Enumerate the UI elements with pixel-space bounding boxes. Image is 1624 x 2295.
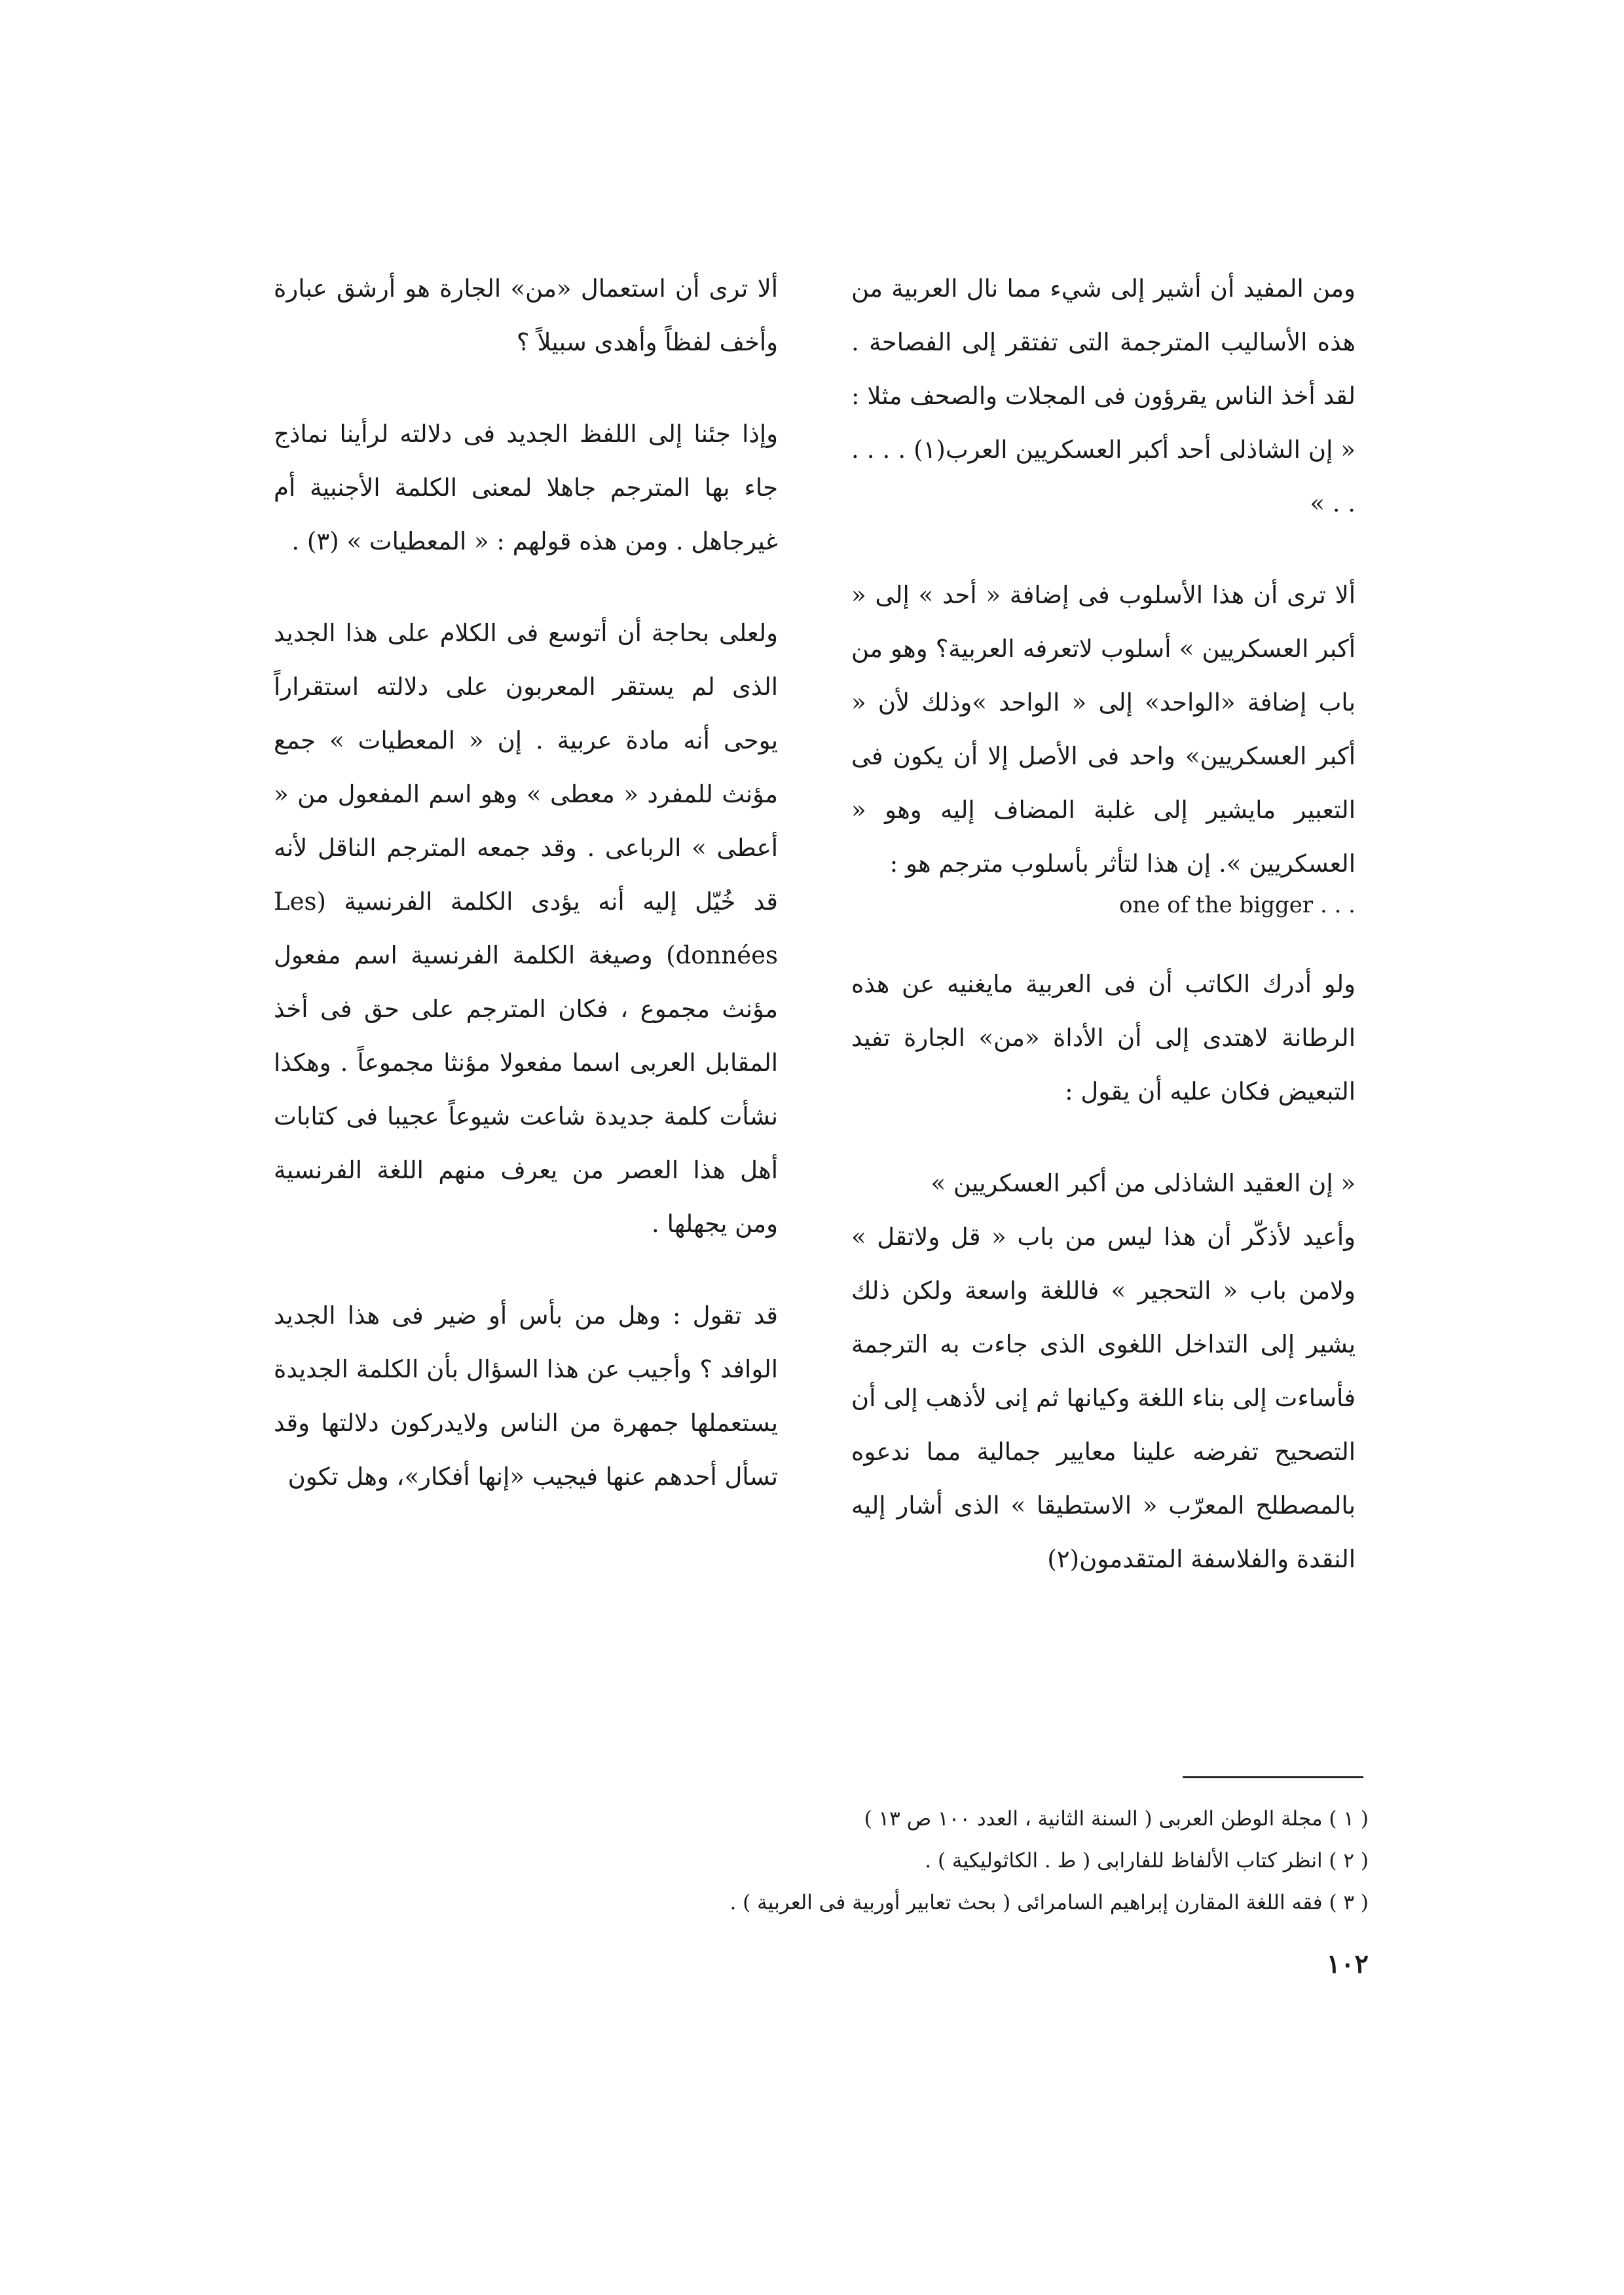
paragraph: ألا ترى أن هذا الأسلوب فى إضافة « أحد » إلى « أكبر العسكريين » أسلوب لاتعرفه العربية؟ وهو من باب إضافة «الواحد» إلى « الواحد »وذلك لأن « أكبر العسكريين» واحد فى الأصل إلا أن يكون فى التعبير مايشير إلى غلبة المضاف إليه وهو « العسكريين ». إن هذا لتأثر بأسلوب مترجم هو : xyxy=(851,581,1356,878)
paragraph: وإذا جئنا إلى اللفظ الجديد فى دلالته لرأينا نماذج جاء بها المترجم جاهلا لمعنى الكلمة الأجنبية أم غيرجاهل . ومن هذه قولهم : « المعطيات » (٣) . xyxy=(274,420,778,555)
paragraph: ولعلى بحاجة أن أتوسع فى الكلام على هذا الجديد الذى لم يستقر المعربون على دلالته استقراراً يوحى أنه مادة عربية . إن « المعطيات » جمع مؤنث للمفرد « معطى » وهو اسم المفعول من « أعطى » الرباعى . وقد جمعه المترجم الناقل لأنه قد خُيّل إليه أنه يؤدى الكلمة الفرنسية (Les données) وصيغة الكلمة الفرنسية اسم مفعول مؤنث مجموع ، فكان المترجم على حق فى أخذ المقابل العربى اسما مفعولا مؤنثا مجموعاً . وهكذا نشأت كلمة جديدة شاعت شيوعاً عجيبا فى كتابات أهل هذا العصر من يعرف منهم اللغة الفرنسية ومن يجهلها . xyxy=(274,619,778,1238)
left-column xyxy=(274,262,778,1542)
paragraph: وأعيد لأذكّر أن هذا ليس من باب « قل ولاتقل » ولامن باب « التحجير » فاللغة واسعة ولكن ذلك يشير إلى التداخل اللغوى الذى جاءت به الترجمة فأساءت إلى بناء اللغة وكيانها ثم إنى لأذهب إلى أن التصحيح تفرضه علينا معايير جمالية مما ندعوه بالمصطلح المعرّب « الاستطيقا » الذى أشار إليه النقدة والفلاسفة المتقدمون(٢) xyxy=(851,1223,1356,1573)
latin-phrase-text: one of the bigger . . . xyxy=(1118,892,1356,918)
footnote: ( ١ ) مجلة الوطن العربى ( السنة الثانية ، العدد ١٠٠ ص ١٣ ) xyxy=(864,1807,1369,1831)
paragraph: ومن المفيد أن أشير إلى شيء مما نال العربية من هذه الأساليب المترجمة التى تفتقر إلى الفصاحة . لقد أخذ الناس يقرؤون فى المجلات والصحف مثلا : « إن الشاذلى أحد أكبر العسكريين العرب(١) . . . . . . » xyxy=(851,274,1356,517)
footnote: ( ٢ ) انظر كتاب الألفاظ للفارابى ( ط . الكاثوليكية ) . xyxy=(925,1849,1369,1873)
page-number: ١٠٢ xyxy=(1326,1949,1369,1979)
latin-phrase xyxy=(851,886,1356,925)
quotation: « إن العقيد الشاذلى من أكبر العسكريين » xyxy=(931,1169,1356,1197)
paragraph: ألا ترى أن استعمال «من» الجارة هو أرشق عبارة وأخف لفظاً وأهدى سبيلاً ؟ xyxy=(274,274,778,356)
footnote: ( ٣ ) فقه اللغة المقارن إبراهيم السامرائى ( بحث تعابير أوربية فى العربية ) . xyxy=(729,1891,1369,1914)
paragraph: قد تقول : وهل من بأس أو ضير فى هذا الجديد الوافد ؟ وأجيب عن هذا السؤال بأن الكلمة الجديدة يستعملها جمهرة من الناس ولايدركون دلالتها وقد تسأل أحدهم عنها فيجيب «إنها أفكار»، وهل تكون xyxy=(274,1301,778,1491)
right-column xyxy=(851,262,1356,1624)
paragraph: ولو أدرك الكاتب أن فى العربية مايغنيه عن هذه الرطانة لاهتدى إلى أن الأداة «من» الجارة تفيد التبعيض فكان عليه أن يقول : xyxy=(851,970,1356,1106)
footnote-divider xyxy=(1183,1776,1363,1778)
footnotes xyxy=(524,1798,1369,1924)
